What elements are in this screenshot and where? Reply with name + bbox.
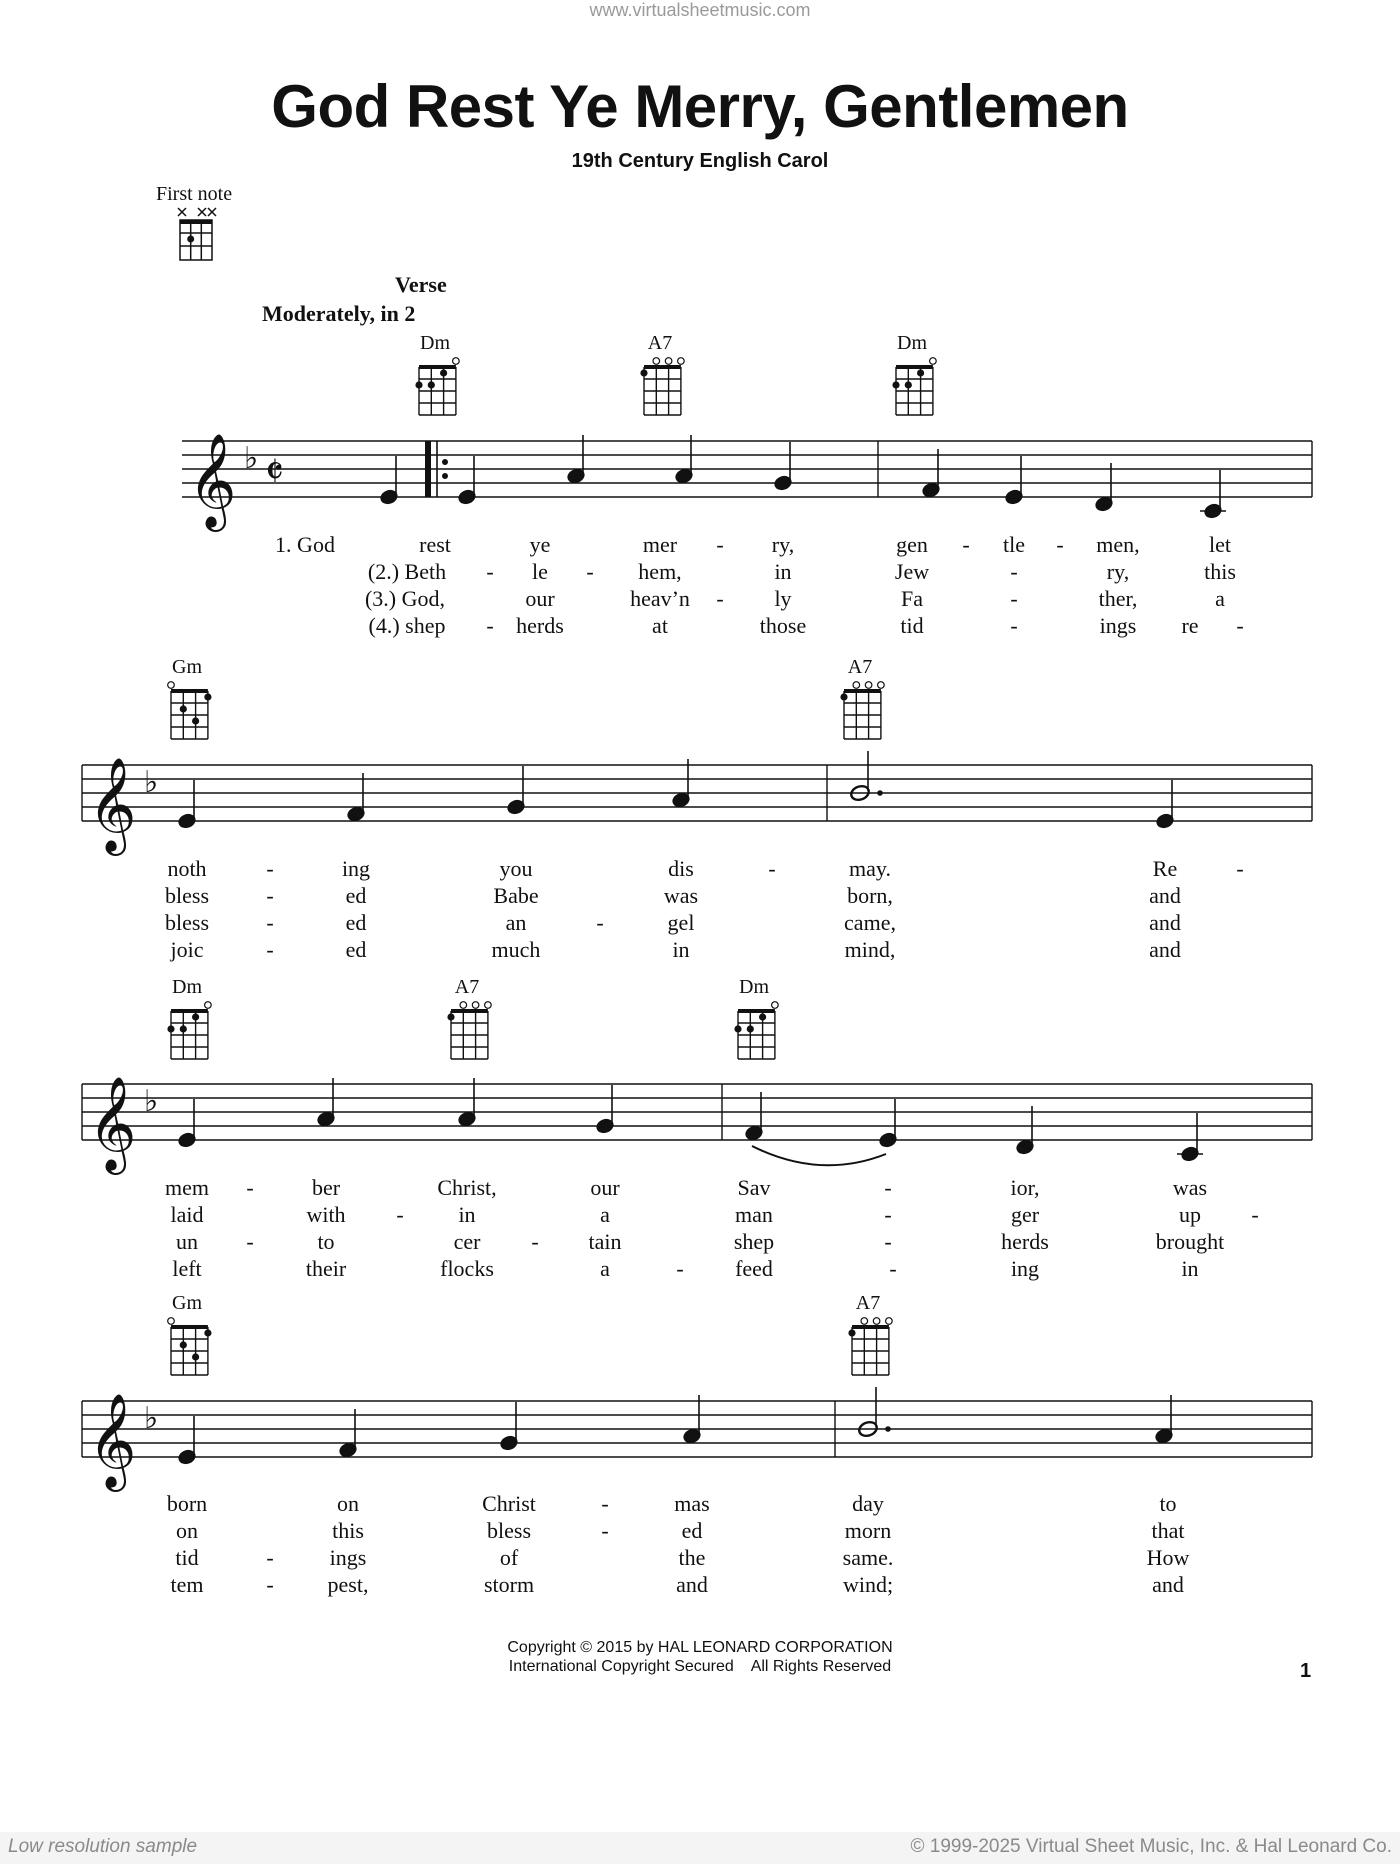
lyric-syllable: ior, <box>1010 1175 1040 1200</box>
copyright-notice <box>0 1638 1400 1676</box>
lyric-syllable: storm <box>483 1572 535 1597</box>
lyric-syllable: and <box>1149 937 1181 962</box>
lyric-syllable: - <box>884 1229 892 1254</box>
lyric-syllable: - <box>246 1229 254 1254</box>
first-note-label: First note <box>156 183 233 205</box>
lyric-syllable: and <box>1149 883 1181 908</box>
lyric-syllable: - <box>889 1256 897 1281</box>
chord-symbol: Dm <box>739 976 769 998</box>
lyric-syllable: ed <box>345 910 367 935</box>
lyric-syllable: their <box>305 1256 347 1281</box>
chord-symbol: Gm <box>172 1292 202 1314</box>
lyric-syllable: joic <box>170 937 204 962</box>
lyric-syllable: ger <box>1010 1202 1040 1227</box>
lyric-syllable: man <box>735 1202 773 1227</box>
lyric-syllable: this <box>1204 559 1236 584</box>
lyric-syllable: mer <box>642 532 678 557</box>
lyric-syllable: shep <box>733 1229 775 1254</box>
lyric-syllable: rest <box>419 532 451 557</box>
lyric-syllable: gel <box>667 910 695 935</box>
lyric-syllable: - <box>266 883 274 908</box>
lyric-syllable: herds <box>1001 1229 1049 1254</box>
lyric-syllable: and <box>1149 910 1181 935</box>
lyric-syllable: - <box>531 1229 539 1254</box>
lyric-syllable: tid <box>900 613 924 638</box>
lyric-syllable: left <box>172 1256 202 1281</box>
lyric-syllable: 1. God <box>275 532 335 557</box>
lyric-syllable: a <box>600 1202 610 1227</box>
lyric-syllable: Fa <box>901 586 923 611</box>
lyric-syllable: - <box>266 1545 274 1570</box>
lyric-syllable: noth <box>167 856 207 881</box>
lyric-syllable: (4.) shep <box>368 613 446 638</box>
lyric-syllable: in <box>458 1202 476 1227</box>
lyric-syllable: ed <box>345 883 367 908</box>
copyright-line-2: International Copyright Secured All Rights Reserved <box>508 1658 892 1675</box>
section-label: Verse <box>395 272 447 297</box>
lyric-syllable: ry, <box>771 532 795 557</box>
chord-symbol: Gm <box>172 656 202 678</box>
chord-symbol: A7 <box>855 1292 881 1314</box>
lyric-syllable: in <box>672 937 690 962</box>
song-title: God Rest Ye Merry, Gentlemen <box>271 73 1129 140</box>
lyric-syllable: hem, <box>638 559 682 584</box>
lyric-syllable: gen <box>896 532 928 557</box>
lyric-syllable: (2.) Beth <box>367 559 447 584</box>
lyric-syllable: that <box>1151 1518 1185 1543</box>
lyric-syllable: ry, <box>1106 559 1130 584</box>
lyric-syllable: Sav <box>737 1175 771 1200</box>
lyric-syllable: ing <box>341 856 371 881</box>
lyric-syllable: ing <box>1010 1256 1040 1281</box>
lyric-syllable: - <box>1251 1202 1259 1227</box>
lyric-syllable: - <box>396 1202 404 1227</box>
chord-symbol: Dm <box>172 976 202 998</box>
lyric-syllable: - <box>1236 856 1244 881</box>
lyric-syllable: Christ, <box>437 1175 497 1200</box>
lyric-syllable: ther, <box>1098 586 1138 611</box>
lyric-syllable: - <box>768 856 776 881</box>
lyric-syllable: our <box>525 586 555 611</box>
lyric-syllable: to <box>1159 1491 1177 1516</box>
lyric-syllable: morn <box>844 1518 892 1543</box>
lyric-syllable: tain <box>588 1229 622 1254</box>
lyric-syllable: ber <box>311 1175 341 1200</box>
lyric-syllable: to <box>317 1229 335 1254</box>
lyric-syllable: much <box>491 937 541 962</box>
lyric-syllable: heav’n <box>630 586 690 611</box>
lyric-syllable: came, <box>844 910 896 935</box>
lyric-syllable: up <box>1179 1202 1201 1227</box>
lyric-syllable: - <box>266 856 274 881</box>
lyric-syllable: - <box>716 532 724 557</box>
lyric-syllable: - <box>676 1256 684 1281</box>
watermark-url: www.virtualsheetmusic.com <box>589 0 811 20</box>
lyric-syllable: born, <box>847 883 893 908</box>
treble-clef-icon: 𝄞 <box>88 1393 137 1488</box>
lyric-syllable: ly <box>774 586 792 611</box>
lyric-syllable: an <box>505 910 527 935</box>
lyric-syllable: - <box>1010 559 1018 584</box>
tempo-marking: Moderately, in 2 <box>262 301 416 326</box>
lyric-syllable: and <box>676 1572 708 1597</box>
lyric-syllable: - <box>486 559 494 584</box>
treble-clef-icon: 𝄞 <box>88 757 137 852</box>
lyric-syllable: (3.) God, <box>364 586 446 611</box>
lyric-syllable: brought <box>1155 1229 1225 1254</box>
lyric-syllable: tem <box>170 1572 204 1597</box>
lyric-syllable: laid <box>170 1202 204 1227</box>
lyric-syllable: Babe <box>493 883 539 908</box>
lyric-syllable: with <box>306 1202 346 1227</box>
lyric-syllable: Re <box>1152 856 1178 881</box>
lyric-syllable: un <box>176 1229 198 1254</box>
lyric-syllable: ye <box>529 532 551 557</box>
footer-copyright: © 1999-2025 Virtual Sheet Music, Inc. & Hal Leonard Co. <box>910 1836 1392 1857</box>
lyric-syllable: le <box>532 559 548 584</box>
chord-symbol: A7 <box>847 656 873 678</box>
lyric-syllable: wind; <box>842 1572 894 1597</box>
flat-key-signature-icon: ♭ <box>144 1401 159 1436</box>
lyric-syllable: - <box>716 586 724 611</box>
lyric-syllable: - <box>266 937 274 962</box>
lyric-syllable: and <box>1152 1572 1184 1597</box>
lyric-syllable: Jew <box>894 559 930 584</box>
lyric-syllable: re <box>1181 613 1199 638</box>
lyric-syllable: - <box>601 1518 609 1543</box>
lyric-syllable: - <box>1056 532 1064 557</box>
flat-key-signature-icon: ♭ <box>244 441 259 476</box>
lyric-syllable: mem <box>165 1175 209 1200</box>
treble-clef-icon: 𝄞 <box>88 1076 137 1171</box>
copyright-line-1: Copyright © 2015 by HAL LEONARD CORPORATION <box>507 1639 893 1656</box>
lyric-syllable: cer <box>453 1229 481 1254</box>
lyric-syllable: bless <box>487 1518 531 1543</box>
lyric-syllable: - <box>266 1572 274 1597</box>
lyric-syllable: our <box>590 1175 620 1200</box>
lyric-syllable: - <box>962 532 970 557</box>
lyric-syllable: ings <box>1099 613 1137 638</box>
lyric-syllable: was <box>1172 1175 1208 1200</box>
flat-key-signature-icon: ♭ <box>144 765 159 800</box>
lyric-syllable: herds <box>516 613 564 638</box>
lyric-syllable: was <box>663 883 699 908</box>
lyric-syllable: ed <box>681 1518 703 1543</box>
lyric-syllable: in <box>774 559 792 584</box>
lyric-syllable: this <box>332 1518 364 1543</box>
cut-time-icon: 𝄵 <box>265 447 284 496</box>
lyric-syllable: a <box>1215 586 1225 611</box>
lyric-syllable: the <box>678 1545 706 1570</box>
chord-symbol: Dm <box>420 332 450 354</box>
lyric-syllable: born <box>166 1491 208 1516</box>
lyric-syllable: of <box>499 1545 519 1570</box>
lyric-syllable: dis <box>668 856 694 881</box>
chord-symbol: A7 <box>454 976 480 998</box>
lyric-syllable: same. <box>842 1545 894 1570</box>
page-number: 1 <box>1300 1660 1312 1682</box>
chord-symbol: Dm <box>897 332 927 354</box>
lyric-syllable: - <box>1010 613 1018 638</box>
chord-symbol: A7 <box>647 332 673 354</box>
lyric-syllable: tle <box>1003 532 1025 557</box>
lyric-syllable: mas <box>674 1491 710 1516</box>
lyric-syllable: - <box>1236 613 1244 638</box>
low-res-notice: Low resolution sample <box>8 1836 198 1857</box>
lyric-syllable: - <box>596 910 604 935</box>
lyric-syllable: on <box>337 1491 359 1516</box>
lyric-syllable: in <box>1181 1256 1199 1281</box>
lyric-syllable: you <box>499 856 533 881</box>
lyric-syllable: ings <box>329 1545 367 1570</box>
lyric-syllable: bless <box>165 910 209 935</box>
lyric-syllable: those <box>759 613 807 638</box>
lyric-syllable: - <box>586 559 594 584</box>
lyric-syllable: let <box>1209 532 1231 557</box>
lyric-syllable: How <box>1146 1545 1190 1570</box>
lyric-syllable: a <box>600 1256 610 1281</box>
lyric-syllable: - <box>884 1175 892 1200</box>
lyric-syllable: at <box>652 613 668 638</box>
lyric-syllable: - <box>246 1175 254 1200</box>
lyric-syllable: - <box>486 613 494 638</box>
lyric-syllable: tid <box>175 1545 199 1570</box>
lyric-syllable: bless <box>165 883 209 908</box>
lyric-syllable: flocks <box>440 1256 494 1281</box>
flat-key-signature-icon: ♭ <box>144 1084 159 1119</box>
treble-clef-icon: 𝄞 <box>188 433 237 528</box>
lyric-syllable: ed <box>345 937 367 962</box>
lyric-syllable: - <box>884 1202 892 1227</box>
lyric-syllable: men, <box>1096 532 1140 557</box>
lyric-syllable: - <box>1010 586 1018 611</box>
lyric-syllable: mind, <box>844 937 896 962</box>
lyric-syllable: may. <box>849 856 891 881</box>
lyric-syllable: day <box>852 1491 884 1516</box>
lyric-syllable: - <box>601 1491 609 1516</box>
lyric-syllable: on <box>176 1518 198 1543</box>
lyric-syllable: Christ <box>482 1491 536 1516</box>
lyric-syllable: pest, <box>327 1572 369 1597</box>
lyric-syllable: feed <box>735 1256 773 1281</box>
song-subtitle: 19th Century English Carol <box>571 150 829 172</box>
lyric-syllable: - <box>266 910 274 935</box>
